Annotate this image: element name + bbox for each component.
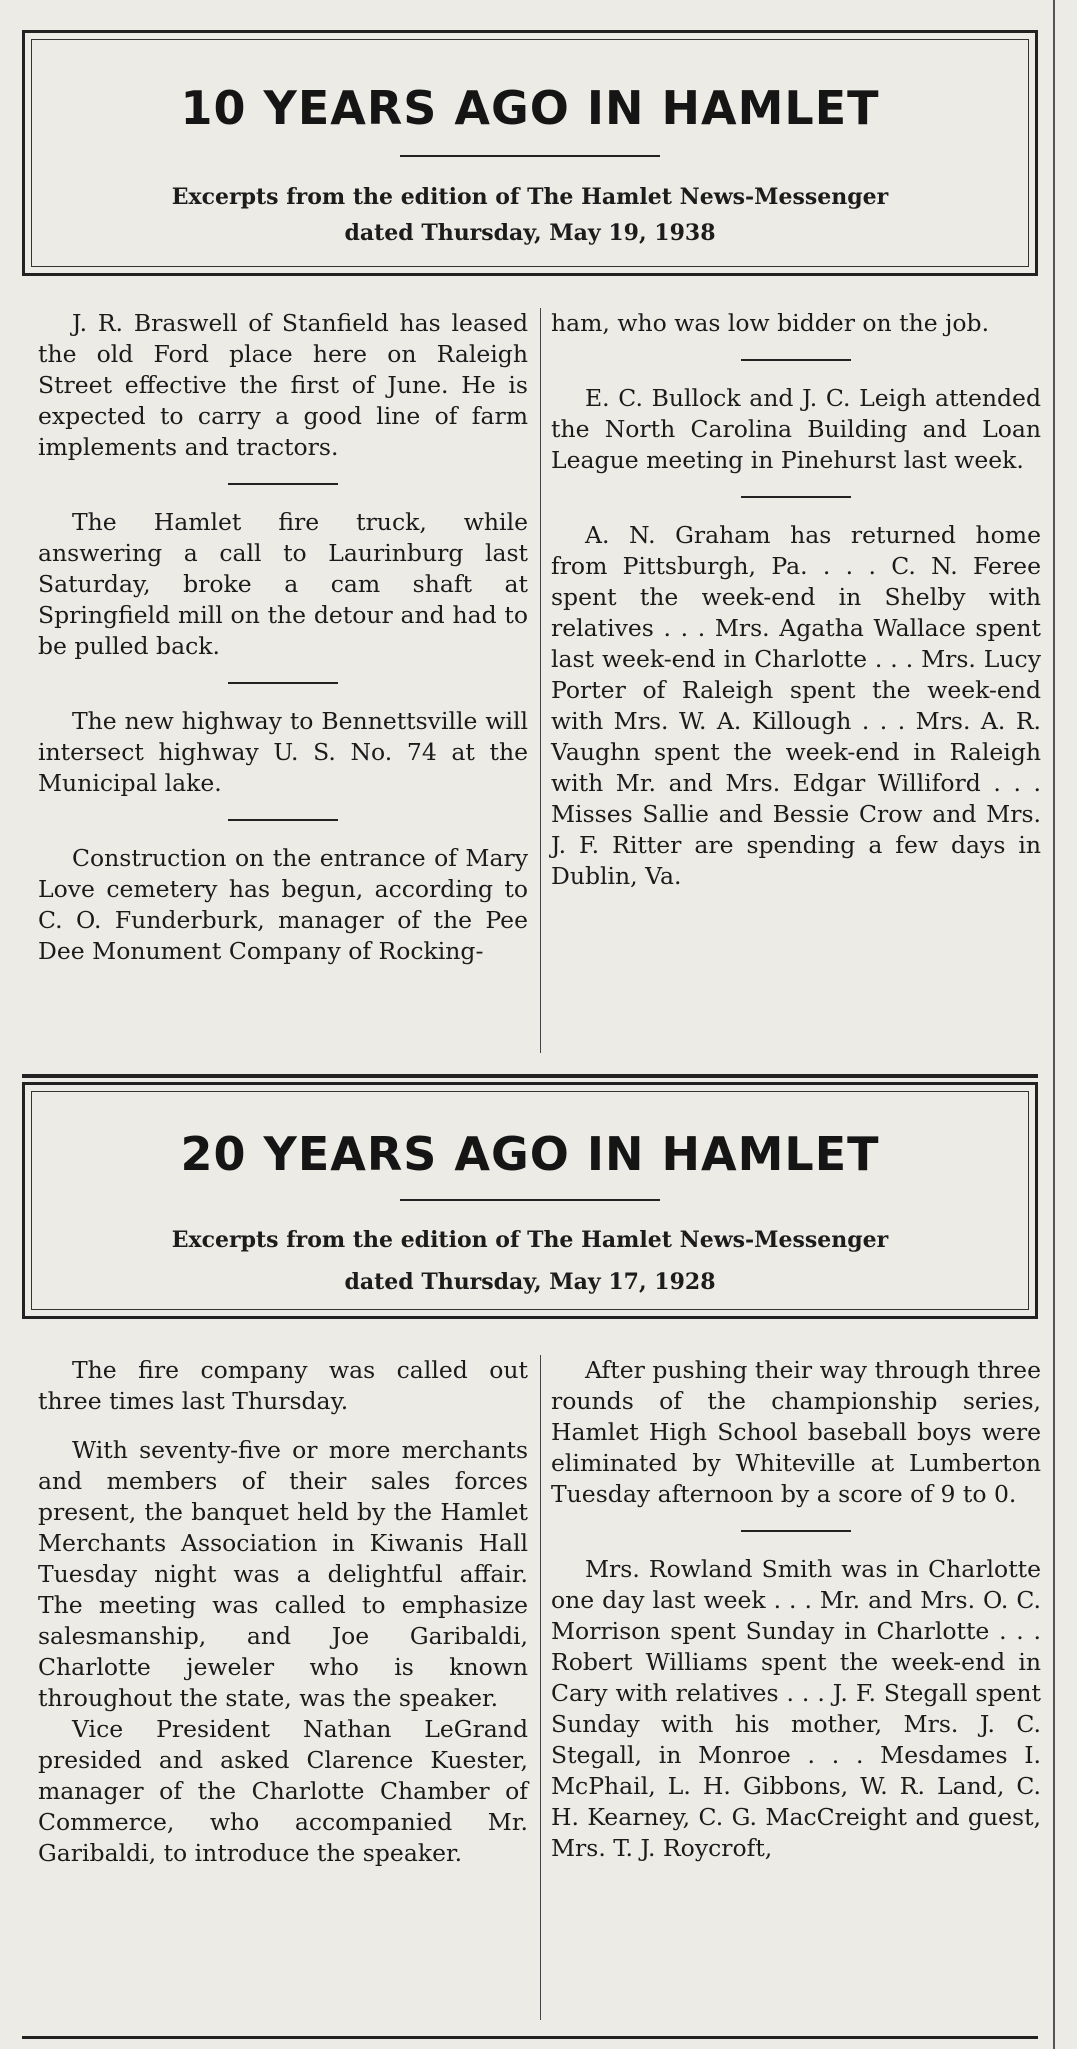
section-header-10-years [22,30,1038,276]
news-item: Construction on the entrance of Mary Love cemetery has begun, according to C. O. Funderburk, manager of the Pee Dee Monument Company of Rocking- [38,844,528,965]
bottom-rule [22,2036,1038,2039]
item-separator [228,819,338,821]
news-item: E. C. Bullock and J. C. Leigh attended the North Carolina Building and Loan League meeting in Pinehurst last week. [551,384,1041,474]
news-item: A. N. Graham has returned home from Pittsburgh, Pa. . . . C. N. Feree spent the week-end in Shelby with relatives . . . Mrs. Agatha Wallace spent last week-end in Charlotte . . . Mrs. Lucy Porter of Raleigh spent the week-end with Mrs. W. A. Killough . . . Mrs. A. R. Vaughn spent the week-end in Raleigh with Mr. and Mrs. Edgar Williford . . . Misses Sallie and Bessie Crow and Mrs. J. F. Ritter are spending a few days in Dublin, Va. [551,521,1041,890]
section-subtitle-line1: Excerpts from the edition of The Hamlet News-Messenger [171,184,889,210]
title-rule [400,1199,660,1201]
adjacent-column-rule [1053,0,1055,2049]
item-separator [741,1530,851,1532]
section1-right-column [551,308,1041,892]
section2-right-column [551,1355,1041,1864]
section-header-20-years [22,1082,1038,1319]
section-subtitle-line2: dated Thursday, May 17, 1928 [344,1269,716,1295]
section-title: 20 YEARS AGO IN HAMLET [180,1127,880,1181]
section-subtitle-line1: Excerpts from the edition of The Hamlet News-Messenger [171,1227,889,1253]
item-separator [741,496,851,498]
item-separator [228,483,338,485]
item-separator [228,682,338,684]
section2-left-column [38,1355,528,1869]
section1-left-column [38,308,528,967]
title-rule [400,155,660,157]
news-item: With seventy-five or more merchants and members of their sales forces present, the banquet held by the Hamlet Merchants Association in Kiwanis Hall Tuesday night was a delightful affair. The meeting was called to emphasize salesmanship, and Joe Garibaldi, Charlotte jeweler who is known throughout the state, was the speaker. [38,1436,528,1712]
section-title: 10 YEARS AGO IN HAMLET [180,81,880,135]
column-divider [540,1355,541,2020]
adjacent-column-fragment [1062,0,1077,2049]
section-divider [22,1074,1038,1078]
news-item: J. R. Braswell of Stanfield has leased the old Ford place here on Raleigh Street effective the first of June. He is expected to carry a good line of farm implements and tractors. [38,309,528,461]
column-divider [540,308,541,1053]
item-separator [741,359,851,361]
news-item: Vice President Nathan LeGrand presided and asked Clarence Kuester, manager of the Charlotte Chamber of Commerce, who accompanied Mr. Garibaldi, to introduce the speaker. [38,1715,528,1867]
news-item: The Hamlet fire truck, while answering a call to Laurinburg last Saturday, broke a cam shaft at Springfield mill on the detour and had to be pulled back. [38,508,528,660]
news-item: The new highway to Bennettsville will intersect highway U. S. No. 74 at the Municipal lake. [38,707,528,797]
section-subtitle-line2: dated Thursday, May 19, 1938 [344,220,716,246]
news-item: After pushing their way through three rounds of the championship series, Hamlet High School baseball boys were eliminated by Whiteville at Lumberton Tuesday afternoon by a score of 9 to 0. [551,1356,1041,1508]
news-item: Mrs. Rowland Smith was in Charlotte one day last week . . . Mr. and Mrs. O. C. Morrison spent Sunday in Charlotte . . . Robert Williams spent the week-end in Cary with relatives . . . J. F. Stegall spent Sunday with his mother, Mrs. J. C. Stegall, in Monroe . . . Mesdames I. McPhail, L. H. Gibbons, W. R. Land, C. H. Kearney, C. G. MacCreight and guest, Mrs. T. J. Roycroft, [551,1555,1041,1862]
news-item-continued: ham, who was low bidder on the job. [551,309,990,337]
news-item: The fire company was called out three times last Thursday. [38,1356,528,1415]
